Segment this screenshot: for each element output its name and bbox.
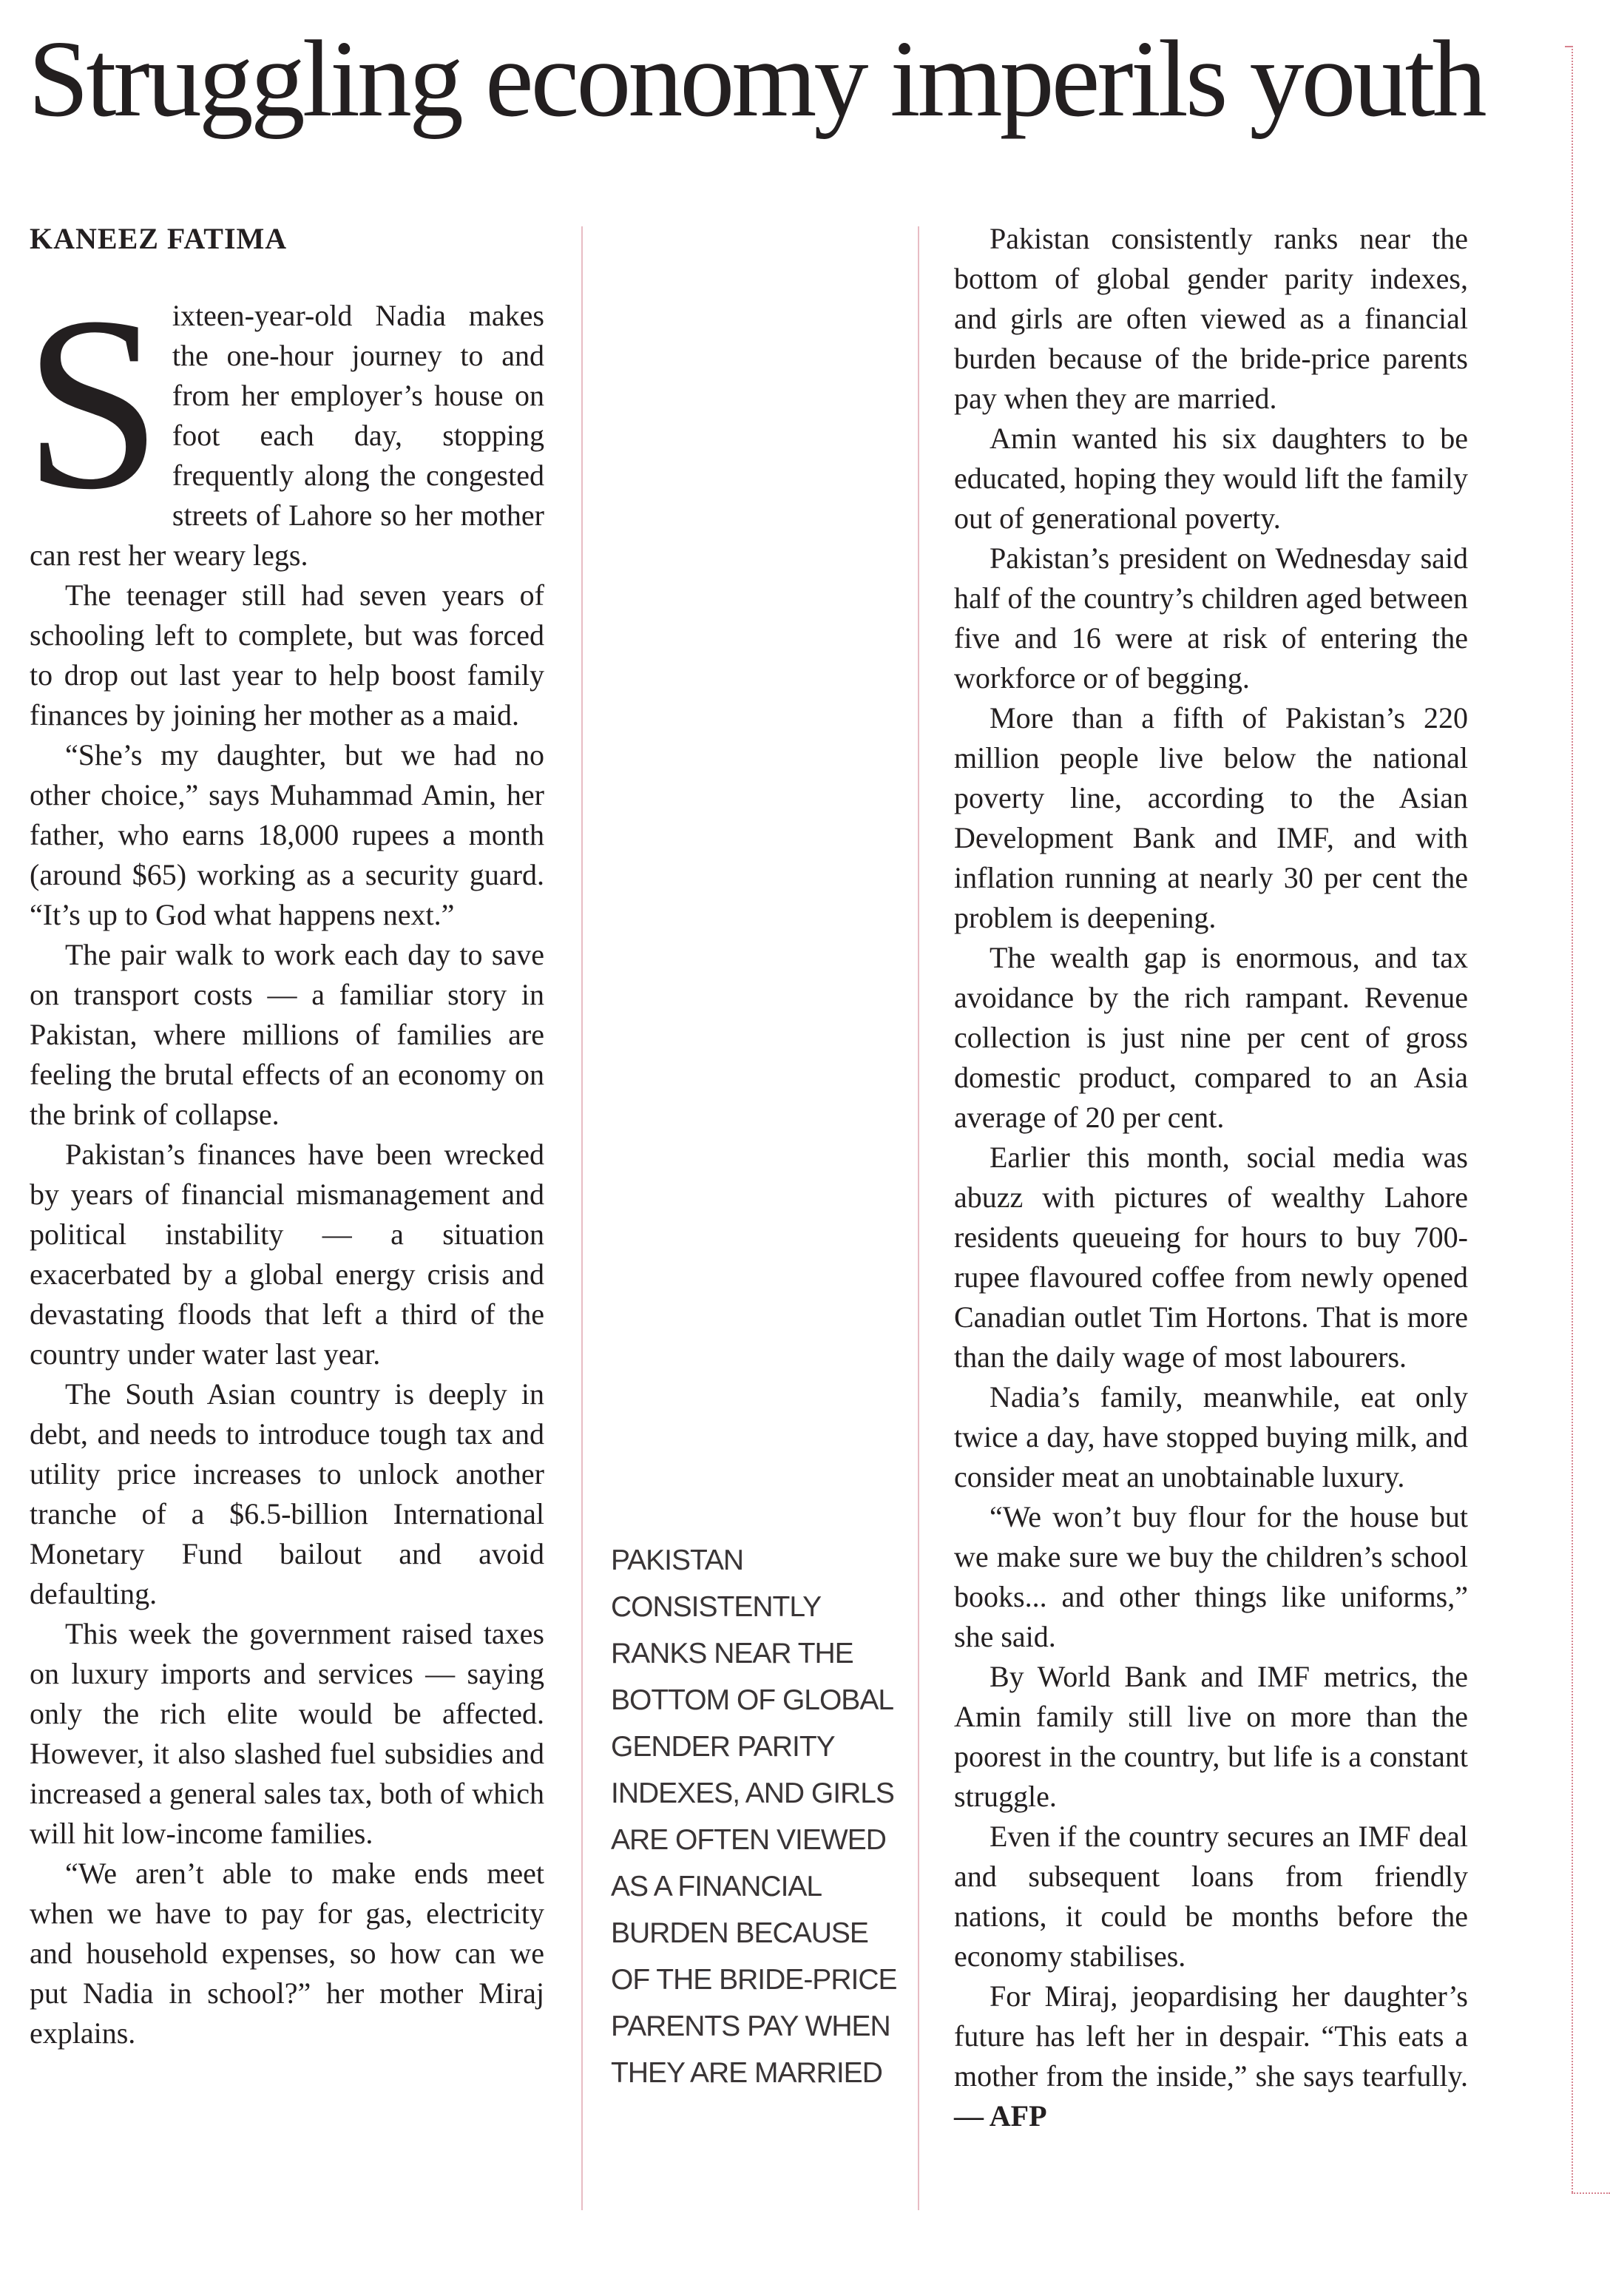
article-paragraph: Earlier this month, social media was abuzz with pictures of wealthy Lahore residents queueing for hours to buy 700-rupee flavoured coffee from newly opened Canadian outlet Tim Hortons. That is more than the daily wage of most labourers. bbox=[954, 1141, 1468, 1374]
article-paragraph: Amin wanted his six daughters to be educated, hoping they would lift the family out of generational poverty. bbox=[954, 422, 1468, 535]
article-paragraph: The wealth gap is enormous, and tax avoidance by the rich rampant. Revenue collection is just nine per cent of gross domestic product, compared to an Asia average of 20 per cent. bbox=[954, 941, 1468, 1134]
article-paragraph: The South Asian country is deeply in debt, and needs to introduce tough tax and utility price increases to unlock another tranche of a $6.5-billion International Monetary Fund bailout and avoid defaulting. bbox=[30, 1377, 544, 1610]
article-paragraph: More than a fifth of Pakistan’s 220 million people live below the national poverty line, according to the Asian Development Bank and IMF, and with inflation running at nearly 30 per cent the problem is deepening. bbox=[954, 701, 1468, 934]
column-divider bbox=[581, 226, 583, 2210]
article-paragraph: “We won’t buy flour for the house but we make sure we buy the children’s school books... and other things like uniforms,” she said. bbox=[954, 1500, 1468, 1653]
byline: KANEEZ FATIMA bbox=[30, 222, 288, 255]
article-paragraph: The pair walk to work each day to save on transport costs — a familiar story in Pakistan, where millions of families are feeling the brutal effects of an economy on the brink of collapse. bbox=[30, 938, 544, 1131]
article-paragraph: “She’s my daughter, but we had no other choice,” says Muhammad Amin, her father, who earns 18,000 rupees a month (around $65) working as a security guard. “It’s up to God what happens next.” bbox=[30, 738, 544, 931]
agency-credit: — AFP bbox=[954, 2099, 1047, 2133]
closing-paragraph bbox=[954, 1976, 1468, 2136]
article-paragraph: “We aren’t able to make ends meet when we have to pay for gas, electricity and household expenses, so how can we put Nadia in school?” her mother Miraj explains. bbox=[30, 1857, 544, 2050]
column-divider bbox=[918, 226, 919, 2210]
lead-paragraph-text: ixteen-year-old Nadia makes the one-hour journey to and from her employer’s house on foot each day, stopping frequently along the congested streets of Lahore so her mother can rest her weary legs. bbox=[30, 299, 544, 572]
article-paragraph: Pakistan’s president on Wednesday said half of the country’s children aged between five and 16 were at risk of entering the workforce or of begging. bbox=[954, 541, 1468, 695]
article-paragraph: This week the government raised taxes on luxury imports and services — saying only the rich elite would be affected. However, it also slashed fuel subsidies and increased a general sales tax, both of which will hit low-income families. bbox=[30, 1617, 544, 1850]
text-column-left bbox=[24, 219, 544, 2053]
text-column-right bbox=[954, 219, 1468, 2136]
lead-paragraph bbox=[24, 266, 544, 575]
drop-cap: S bbox=[24, 266, 162, 541]
article-paragraph: The teenager still had seven years of schooling left to complete, but was forced to drop out last year to help boost family finances by joining her mother as a maid. bbox=[30, 578, 544, 732]
article-paragraph: Pakistan consistently ranks near the bottom of global gender parity indexes, and girls are often viewed as a financial burden because of the bride-price parents pay when they are married. bbox=[954, 222, 1468, 415]
pull-quote: PAKISTAN CONSISTENTLY RANKS NEAR THE BOTTOM OF GLOBAL GENDER PARITY INDEXES, AND GIRLS ARE OFTEN VIEWED AS A FINANCIAL BURDEN BECAUSE OF THE BRIDE-PRICE PARENTS PAY WHEN THEY ARE MARRIED bbox=[611, 1544, 897, 2089]
article-paragraph: Pakistan’s finances have been wrecked by years of financial mismanagement and political instability — a situation exacerbated by a global energy crisis and devastating floods that left a third of the country under water last year. bbox=[30, 1138, 544, 1371]
headline: Struggling economy imperils youth bbox=[28, 18, 1484, 140]
margin-mark bbox=[1572, 2192, 1610, 2194]
article-paragraph: Nadia’s family, meanwhile, eat only twice a day, have stopped buying milk, and consider meat an unobtainable luxury. bbox=[954, 1380, 1468, 1493]
article-paragraph: Even if the country secures an IMF deal and subsequent loans from friendly nations, it could be months before the economy stabilises. bbox=[954, 1820, 1468, 1973]
article-paragraph: By World Bank and IMF metrics, the Amin family still live on more than the poorest in the country, but life is a constant struggle. bbox=[954, 1660, 1468, 1813]
closing-paragraph-text: For Miraj, jeopardising her daughter’s future has left her in despair. “This eats a mother from the inside,” she says tearfully. bbox=[954, 1979, 1468, 2093]
margin-rule bbox=[1572, 46, 1573, 2192]
